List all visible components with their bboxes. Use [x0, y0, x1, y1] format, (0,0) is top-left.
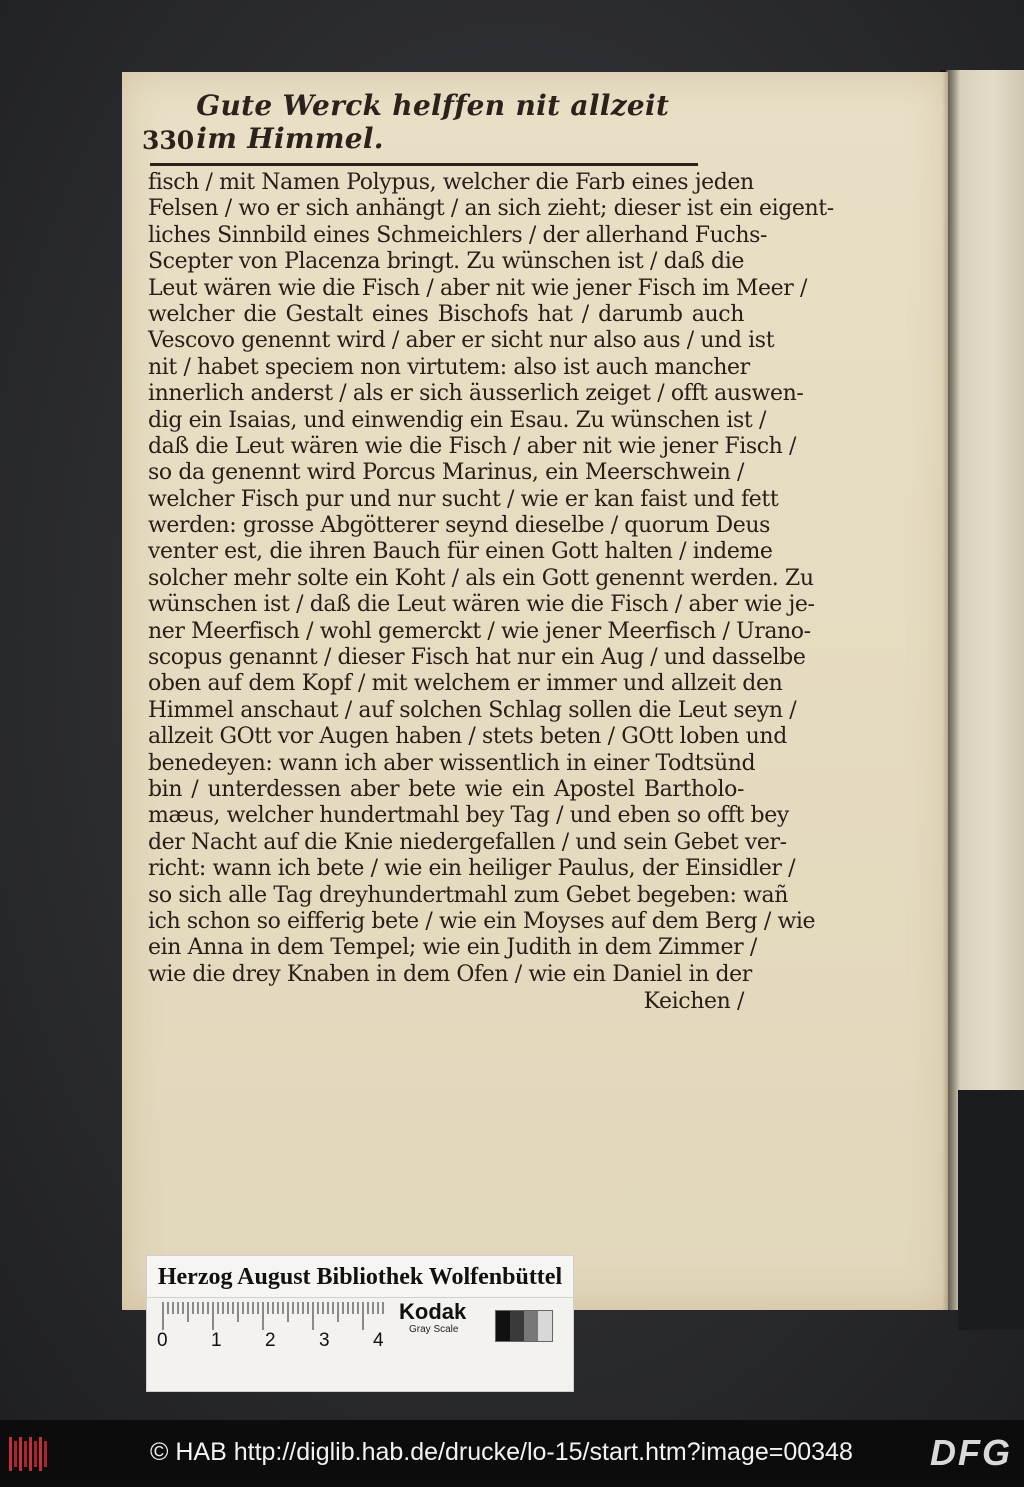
- text-line: Vescovo genennt wird / aber er sicht nur also aus / und ist: [148, 328, 775, 354]
- kodak-scale-card: [146, 1297, 574, 1392]
- text-line: ich schon so eifferig bete / wie ein Moyses auf dem Berg / wie: [148, 908, 816, 934]
- running-head-title: Gute Werck helffen nit allzeit im Himmel.: [196, 89, 670, 155]
- gray-patch: [524, 1311, 538, 1341]
- text-line: liches Sinnbild eines Schmeichlers / der allerhand Fuchs-: [148, 222, 768, 248]
- ruler-number: 3: [319, 1330, 330, 1351]
- text-line: ein Anna in dem Tempel; wie ein Judith in dem Zimmer /: [148, 935, 757, 961]
- ruler-number: 0: [157, 1330, 168, 1351]
- gray-patch: [538, 1311, 552, 1341]
- running-head: [142, 89, 702, 155]
- page-edge: [942, 72, 948, 1310]
- text-line: richt: wann ich bete / wie ein heiliger Paulus, der Einsidler /: [148, 856, 796, 882]
- text-line: allzeit GOtt vor Augen haben / stets beten / GOtt loben und: [148, 724, 787, 750]
- text-line: so da genennt wird Porcus Marinus, ein Meerschwein /: [148, 460, 744, 486]
- text-line: solcher mehr solte ein Koht / als ein Gott genennt werden. Zu: [148, 565, 814, 591]
- page-text: [148, 170, 834, 1016]
- text-line: Himmel anschaut / auf solchen Schlag sollen die Leut seyn /: [148, 697, 797, 723]
- binding-gutter: [958, 1090, 1024, 1330]
- footer-link[interactable]: © HAB http://diglib.hab.de/drucke/lo-15/start.htm?image=00348: [150, 1438, 853, 1466]
- text-line: nit / habet speciem non virtutem: also ist auch mancher: [148, 354, 750, 380]
- text-line: Scepter von Placenza bringt. Zu wünschen ist / daß die: [148, 249, 744, 275]
- gray-patch: [510, 1311, 524, 1341]
- text-line: fisch / mit Namen Polypus, welcher die Farb eines jeden: [148, 170, 754, 195]
- text-line: welcher die Gestalt eines Bischofs hat / darumb auch: [148, 301, 744, 327]
- text-line: Felsen / wo er sich anhängt / an sich zieht; dieser ist ein eigent-: [148, 196, 834, 222]
- text-line: wünschen ist / daß die Leut wären wie die Fisch / aber wie je-: [148, 592, 815, 618]
- kodak-gray-scale-label: Gray Scale: [409, 1324, 459, 1335]
- hab-logo-icon: [6, 1432, 50, 1476]
- page-number: 330: [142, 126, 195, 155]
- text-line: innerlich anderst / als er sich äusserlich zeiget / offt auswen-: [148, 381, 804, 407]
- ruler-number: 4: [373, 1330, 384, 1351]
- text-line: wie die drey Knaben in dem Ofen / wie ein Daniel in der: [148, 961, 752, 987]
- ruler-number: 1: [211, 1330, 222, 1351]
- text-line: venter est, die ihren Bauch für einen Gott halten / indeme: [148, 539, 773, 565]
- text-line: welcher Fisch pur und nur sucht / wie er kan faist und fett: [148, 486, 779, 512]
- text-line: scopus genannt / dieser Fisch hat nur ein Aug / und dasselbe: [148, 645, 806, 671]
- dfg-logo-icon: DFG: [930, 1432, 1012, 1473]
- text-line: der Nacht auf die Knie niedergefallen / und sein Gebet ver-: [148, 829, 787, 855]
- gray-patches: [495, 1310, 553, 1342]
- text-line: werden: grosse Abgötterer seynd dieselbe / quorum Deus: [148, 513, 771, 539]
- text-line: bin / unterdessen aber bete wie ein Apostel Bartholo-: [148, 776, 744, 802]
- text-line: daß die Leut wären wie die Fisch / aber nit wie jener Fisch /: [148, 433, 797, 459]
- text-line: dig ein Isaias, und einwendig ein Esau. Zu wünschen ist /: [148, 407, 766, 433]
- head-rule: [150, 163, 698, 166]
- text-line: ner Meerfisch / wohl gemerckt / wie jener Meerfisch / Urano-: [148, 618, 811, 644]
- catchword: Keichen /: [643, 989, 744, 1015]
- kodak-brand: Kodak: [399, 1299, 467, 1324]
- text-line: mæus, welcher hundertmahl bey Tag / und eben so offt bey: [148, 803, 789, 829]
- library-label: Herzog August Bibliothek Wolfenbüttel: [146, 1255, 574, 1299]
- ruler-numbers: [153, 1330, 393, 1356]
- ruler-number: 2: [265, 1330, 276, 1351]
- text-line: benedeyen: wann ich aber wissentlich in einer Todtsünd: [148, 750, 756, 776]
- text-line: so sich alle Tag dreyhundertmahl zum Gebet begeben: wañ: [148, 882, 789, 908]
- text-line: Leut wären wie die Fisch / aber nit wie jener Fisch im Meer /: [148, 275, 808, 301]
- gray-patch: [496, 1311, 510, 1341]
- text-line: oben auf dem Kopf / mit welchem er immer und allzeit den: [148, 671, 783, 697]
